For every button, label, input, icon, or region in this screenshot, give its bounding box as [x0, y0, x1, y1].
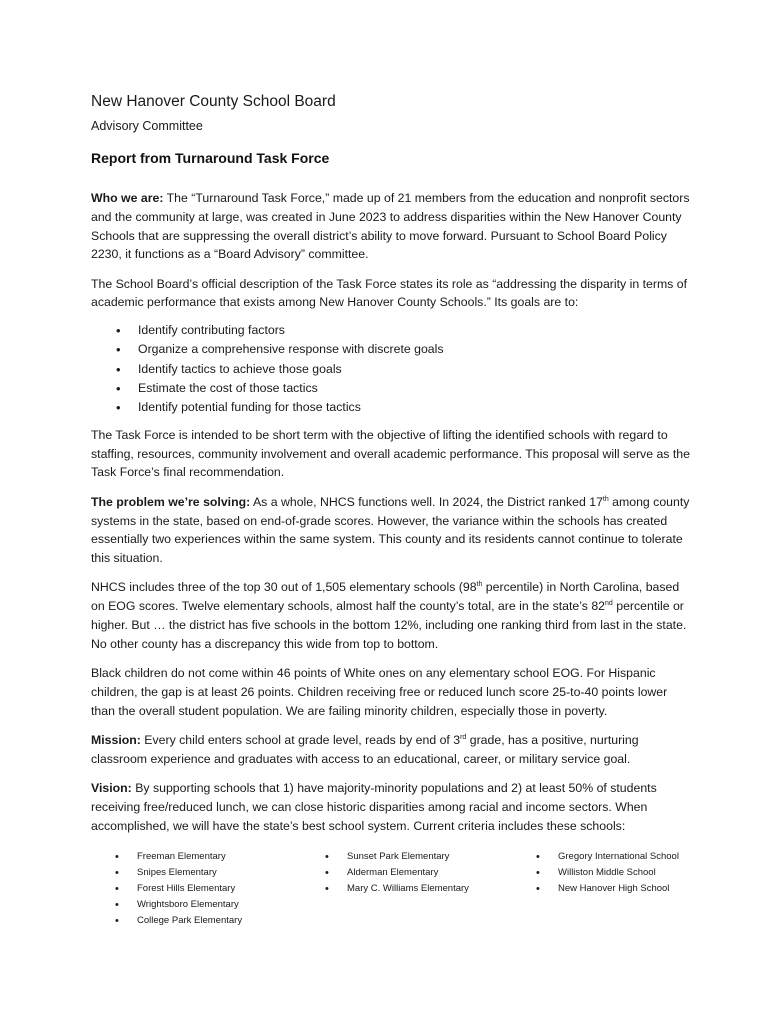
- nhcs-sup-a: th: [476, 581, 483, 589]
- mission-paragraph: [91, 731, 691, 769]
- school-item: • Forest Hills Elementary: [115, 881, 305, 897]
- vision-text: By supporting schools that 1) have majority-minority populations and 2) at least 50% of students receiving free/reduced lunch, we can close historic disparities among racial and income sectors. When accomplished, we will have the state’s best school system. Current criteria includes these schools:: [91, 781, 657, 833]
- who-we-are-paragraph: [91, 189, 691, 264]
- mission-text-a: Every child enters school at grade level, reads by end of 3: [140, 732, 461, 747]
- nhcs-text-b: percentile) in North Carolina, based on EOG scores. Twelve elementary schools, almost half the county’s total, are in the state’s 82: [91, 580, 680, 614]
- schools-list: [325, 849, 485, 897]
- vision-paragraph: [91, 779, 691, 835]
- schools-column-3: [536, 849, 686, 897]
- who-we-are-label: Who we are:: [91, 191, 164, 205]
- school-item: • Snipes Elementary: [115, 865, 305, 881]
- nhcs-paragraph: [91, 578, 691, 653]
- problem-text-b: among county systems in the state, based on end-of-grade scores. However, the variance within the schools has created essentially two experiences within the same system. This county and its residents cannot continue to tolerate this situation.: [91, 494, 690, 566]
- document-body: [91, 189, 691, 846]
- school-item: • Wrightsboro Elementary: [115, 897, 305, 913]
- description-paragraph: The School Board’s official description of the Task Force states its role as “addressing the disparity in terms of academic performance that exists among New Hanover County Schools.” Its goals are to:: [91, 276, 688, 310]
- schools-column-2: [325, 849, 485, 897]
- goals-list: [91, 321, 691, 418]
- who-we-are-text: The “Turnaround Task Force,” made up of 21 members from the education and nonprofit sectors and the community at large, was created in June 2023 to address disparities within the New Hanover County Schools that are suppressing the overall district’s ability to move forward. Pursuant to School Board Policy 2230, it functions as a “Board Advisory” committee.: [91, 191, 690, 262]
- goal-item: • Identify potential funding for those tactics: [116, 398, 691, 417]
- report-title: Report from Turnaround Task Force: [91, 150, 330, 166]
- problem-paragraph: [91, 493, 691, 568]
- problem-label: The problem we’re solving:: [91, 494, 251, 509]
- school-item: • College Park Elementary: [115, 913, 305, 929]
- school-item: • Sunset Park Elementary: [325, 849, 485, 865]
- nhcs-text-c: percentile or higher. But … the district has five schools in the bottom 12%, including one ranking third from last in the state. No other county has a discrepancy this wide from top to bottom.: [91, 599, 687, 651]
- nhcs-text-a: NHCS includes three of the top 30 out of 1,505 elementary schools (98: [91, 580, 477, 595]
- school-item: • Williston Middle School: [536, 865, 686, 881]
- mission-text-b: grade, has a positive, nurturing classroom experience and graduates with access to an educational, career, or military service goal.: [91, 732, 639, 766]
- schools-column-1: [115, 849, 305, 929]
- document-title: New Hanover County School Board: [91, 93, 336, 110]
- school-item: • Mary C. Williams Elementary: [325, 881, 485, 897]
- school-item: • New Hanover High School: [536, 881, 686, 897]
- school-item: • Freeman Elementary: [115, 849, 305, 865]
- gap-paragraph: Black children do not come within 46 points of White ones on any elementary school EOG. For Hispanic children, the gap is at least 26 points. Children receiving free or reduced lunch score 25-to-40 points lower than the overall student population. We are failing minority children, especially those in poverty.: [91, 666, 668, 718]
- document-subtitle: Advisory Committee: [91, 119, 203, 133]
- goal-item: • Identify contributing factors: [116, 321, 691, 340]
- goal-item: • Organize a comprehensive response with discrete goals: [116, 340, 691, 359]
- schools-list: [536, 849, 686, 897]
- mission-sup: rd: [460, 733, 467, 741]
- schools-list: [115, 849, 305, 929]
- mission-label: Mission:: [91, 732, 141, 747]
- nhcs-sup-b: nd: [605, 600, 613, 608]
- vision-label: Vision:: [91, 781, 132, 796]
- problem-sup: th: [602, 495, 609, 503]
- problem-text-a: As a whole, NHCS functions well. In 2024, the District ranked 17: [250, 494, 603, 509]
- school-item: • Alderman Elementary: [325, 865, 485, 881]
- goal-item: • Estimate the cost of those tactics: [116, 379, 691, 398]
- short-term-paragraph: The Task Force is intended to be short term with the objective of lifting the identified schools with regard to staffing, resources, community involvement and overall academic performance. This proposal will serve as the Task Force’s final recommendation.: [91, 427, 690, 480]
- goal-item: • Identify tactics to achieve those goals: [116, 360, 691, 379]
- school-item: • Gregory International School: [536, 849, 686, 865]
